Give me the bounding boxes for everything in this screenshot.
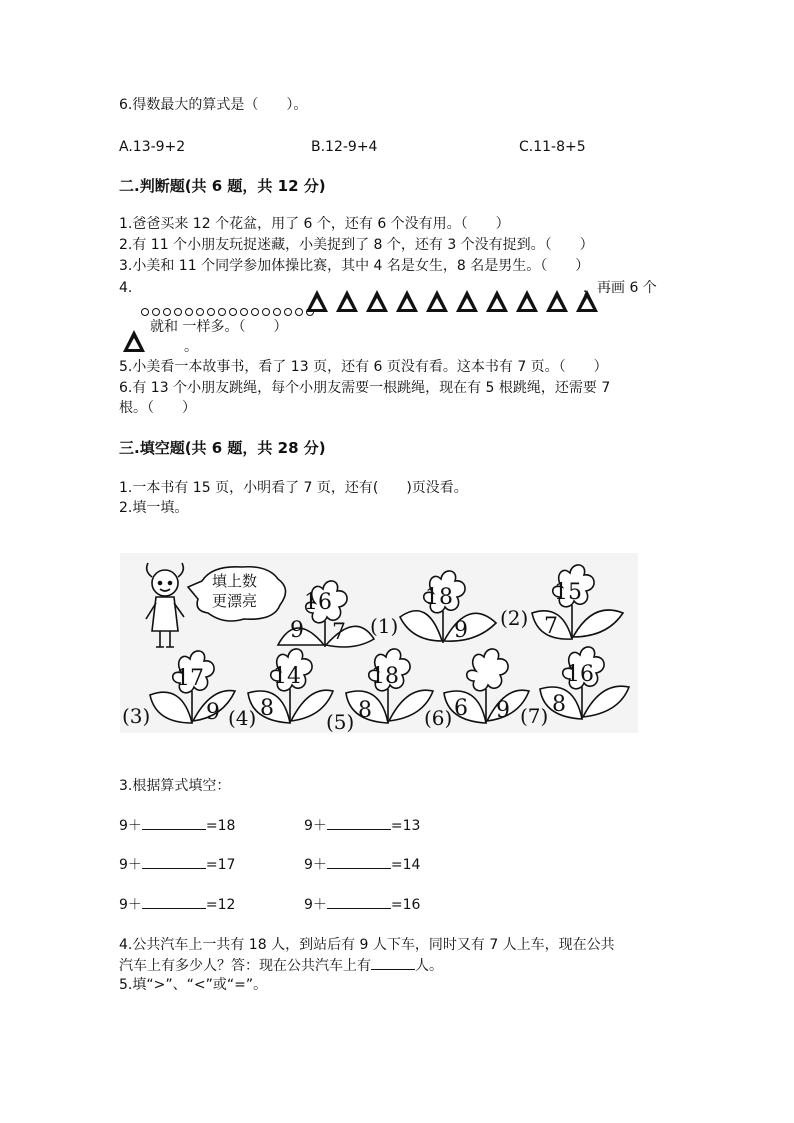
speech-line2: 更漂亮	[212, 592, 258, 610]
circle-row	[141, 300, 317, 316]
s2-q4-dot: 。	[184, 339, 198, 355]
flower-1-2-right: 9	[454, 618, 468, 643]
section3-title: 三.填空题(共 6 题，共 28 分)	[119, 439, 326, 457]
s2-q4-num: 4.	[119, 280, 133, 296]
triangle-row	[306, 290, 606, 316]
eq-1-blank[interactable]	[142, 815, 206, 830]
eq-3: 9＋ =17	[119, 854, 235, 875]
s2-q3: 3.小美和 11 个同学参加体操比赛，其中 4 名是女生，8 名是男生。（ ）	[119, 258, 590, 274]
flower-2-2-label: (4)	[228, 706, 257, 730]
q6-stem: 6.得数最大的算式是（ ）。	[119, 97, 308, 113]
triangle-icon	[123, 330, 153, 356]
s2-q4-line2: 就和 一样多。（ ）	[150, 319, 288, 335]
flower-1-1-top: 16	[304, 590, 332, 615]
section2-title: 二.判断题(共 6 题，共 12 分)	[119, 177, 326, 195]
flower-2-1-right: 9	[206, 700, 220, 725]
flower-1-3-left: 7	[544, 614, 558, 639]
flower-2-4-label: (6)	[424, 706, 453, 730]
s2-q6-line1: 6.有 13 个小朋友跳绳，每个小朋友需要一根跳绳，现在有 5 根跳绳，还需要 7	[119, 380, 611, 396]
flower-1-1-right: 7	[332, 620, 346, 645]
s3-q2: 2.填一填。	[119, 500, 189, 516]
speech-line1: 填上数	[212, 572, 258, 590]
flower-2-3-left: 8	[358, 698, 372, 723]
flower-1-2-top: 18	[425, 585, 453, 610]
flower-2-1-top: 17	[176, 666, 204, 691]
eq-6: 9＋ =16	[304, 894, 420, 915]
bus-answer-blank[interactable]	[371, 955, 415, 970]
flower-2-1-label: (3)	[122, 704, 151, 728]
eq-3-blank[interactable]	[142, 854, 206, 869]
s3-q5: 5.填“>”、“<”或“=”。	[119, 977, 268, 993]
flower-1-2-label: (1)	[370, 614, 399, 638]
flower-2-3-label: (5)	[326, 710, 355, 733]
s3-q3: 3.根据算式填空：	[119, 778, 231, 794]
flower-2-4-left: 6	[454, 696, 468, 721]
s3-q4-line2: 汽车上有多少人？答：现在公共汽车上有 人。	[119, 955, 443, 976]
eq-2-blank[interactable]	[327, 815, 391, 830]
flower-2-2-top: 14	[273, 664, 301, 689]
flower-1-3-top: 15	[554, 580, 582, 605]
eq-5: 9＋ =12	[119, 894, 235, 915]
option-b: B.12-9+4	[311, 139, 378, 155]
flower-2-2-left: 8	[260, 696, 274, 721]
flower-illustration	[120, 553, 638, 733]
eq-4-blank[interactable]	[327, 854, 391, 869]
s2-q4-tail: ，再画 6 个	[583, 280, 657, 296]
eq-6-blank[interactable]	[327, 894, 391, 909]
option-c: C.11-8+5	[519, 139, 586, 155]
eq-4: 9＋ =14	[304, 854, 420, 875]
s2-q5: 5.小美看一本故事书，看了 13 页，还有 6 页没有看。这本书有 7 页。（ ）	[119, 359, 608, 375]
flower-2-3-top: 18	[371, 664, 399, 689]
flower-2-4-right: 9	[496, 698, 510, 723]
s3-q4-line1: 4.公共汽车上一共有 18 人，到站后有 9 人下车，同时又有 7 人上车，现在公共	[119, 937, 615, 953]
flower-1-3-label: (2)	[500, 606, 529, 630]
flower-1-1-left: 9	[290, 618, 304, 643]
eq-2: 9＋ =13	[304, 815, 420, 836]
s2-q2: 2.有 11 个小朋友玩捉迷藏，小美捉到了 8 个，还有 3 个没有捉到。（ ）	[119, 237, 594, 253]
option-a: A.13-9+2	[119, 139, 186, 155]
s3-q1: 1.一本书有 15 页，小明看了 7 页，还有( )页没看。	[119, 480, 468, 496]
flower-2-5-label: (7)	[520, 704, 549, 728]
eq-5-blank[interactable]	[142, 894, 206, 909]
flower-2-5-top: 16	[566, 662, 594, 687]
flower-2-5-left: 8	[552, 692, 566, 717]
eq-1: 9＋ =18	[119, 815, 235, 836]
s2-q1: 1.爸爸买来 12 个花盆，用了 6 个，还有 6 个没有用。（ ）	[119, 216, 510, 232]
s2-q6-line2: 根。（ ）	[119, 400, 196, 416]
